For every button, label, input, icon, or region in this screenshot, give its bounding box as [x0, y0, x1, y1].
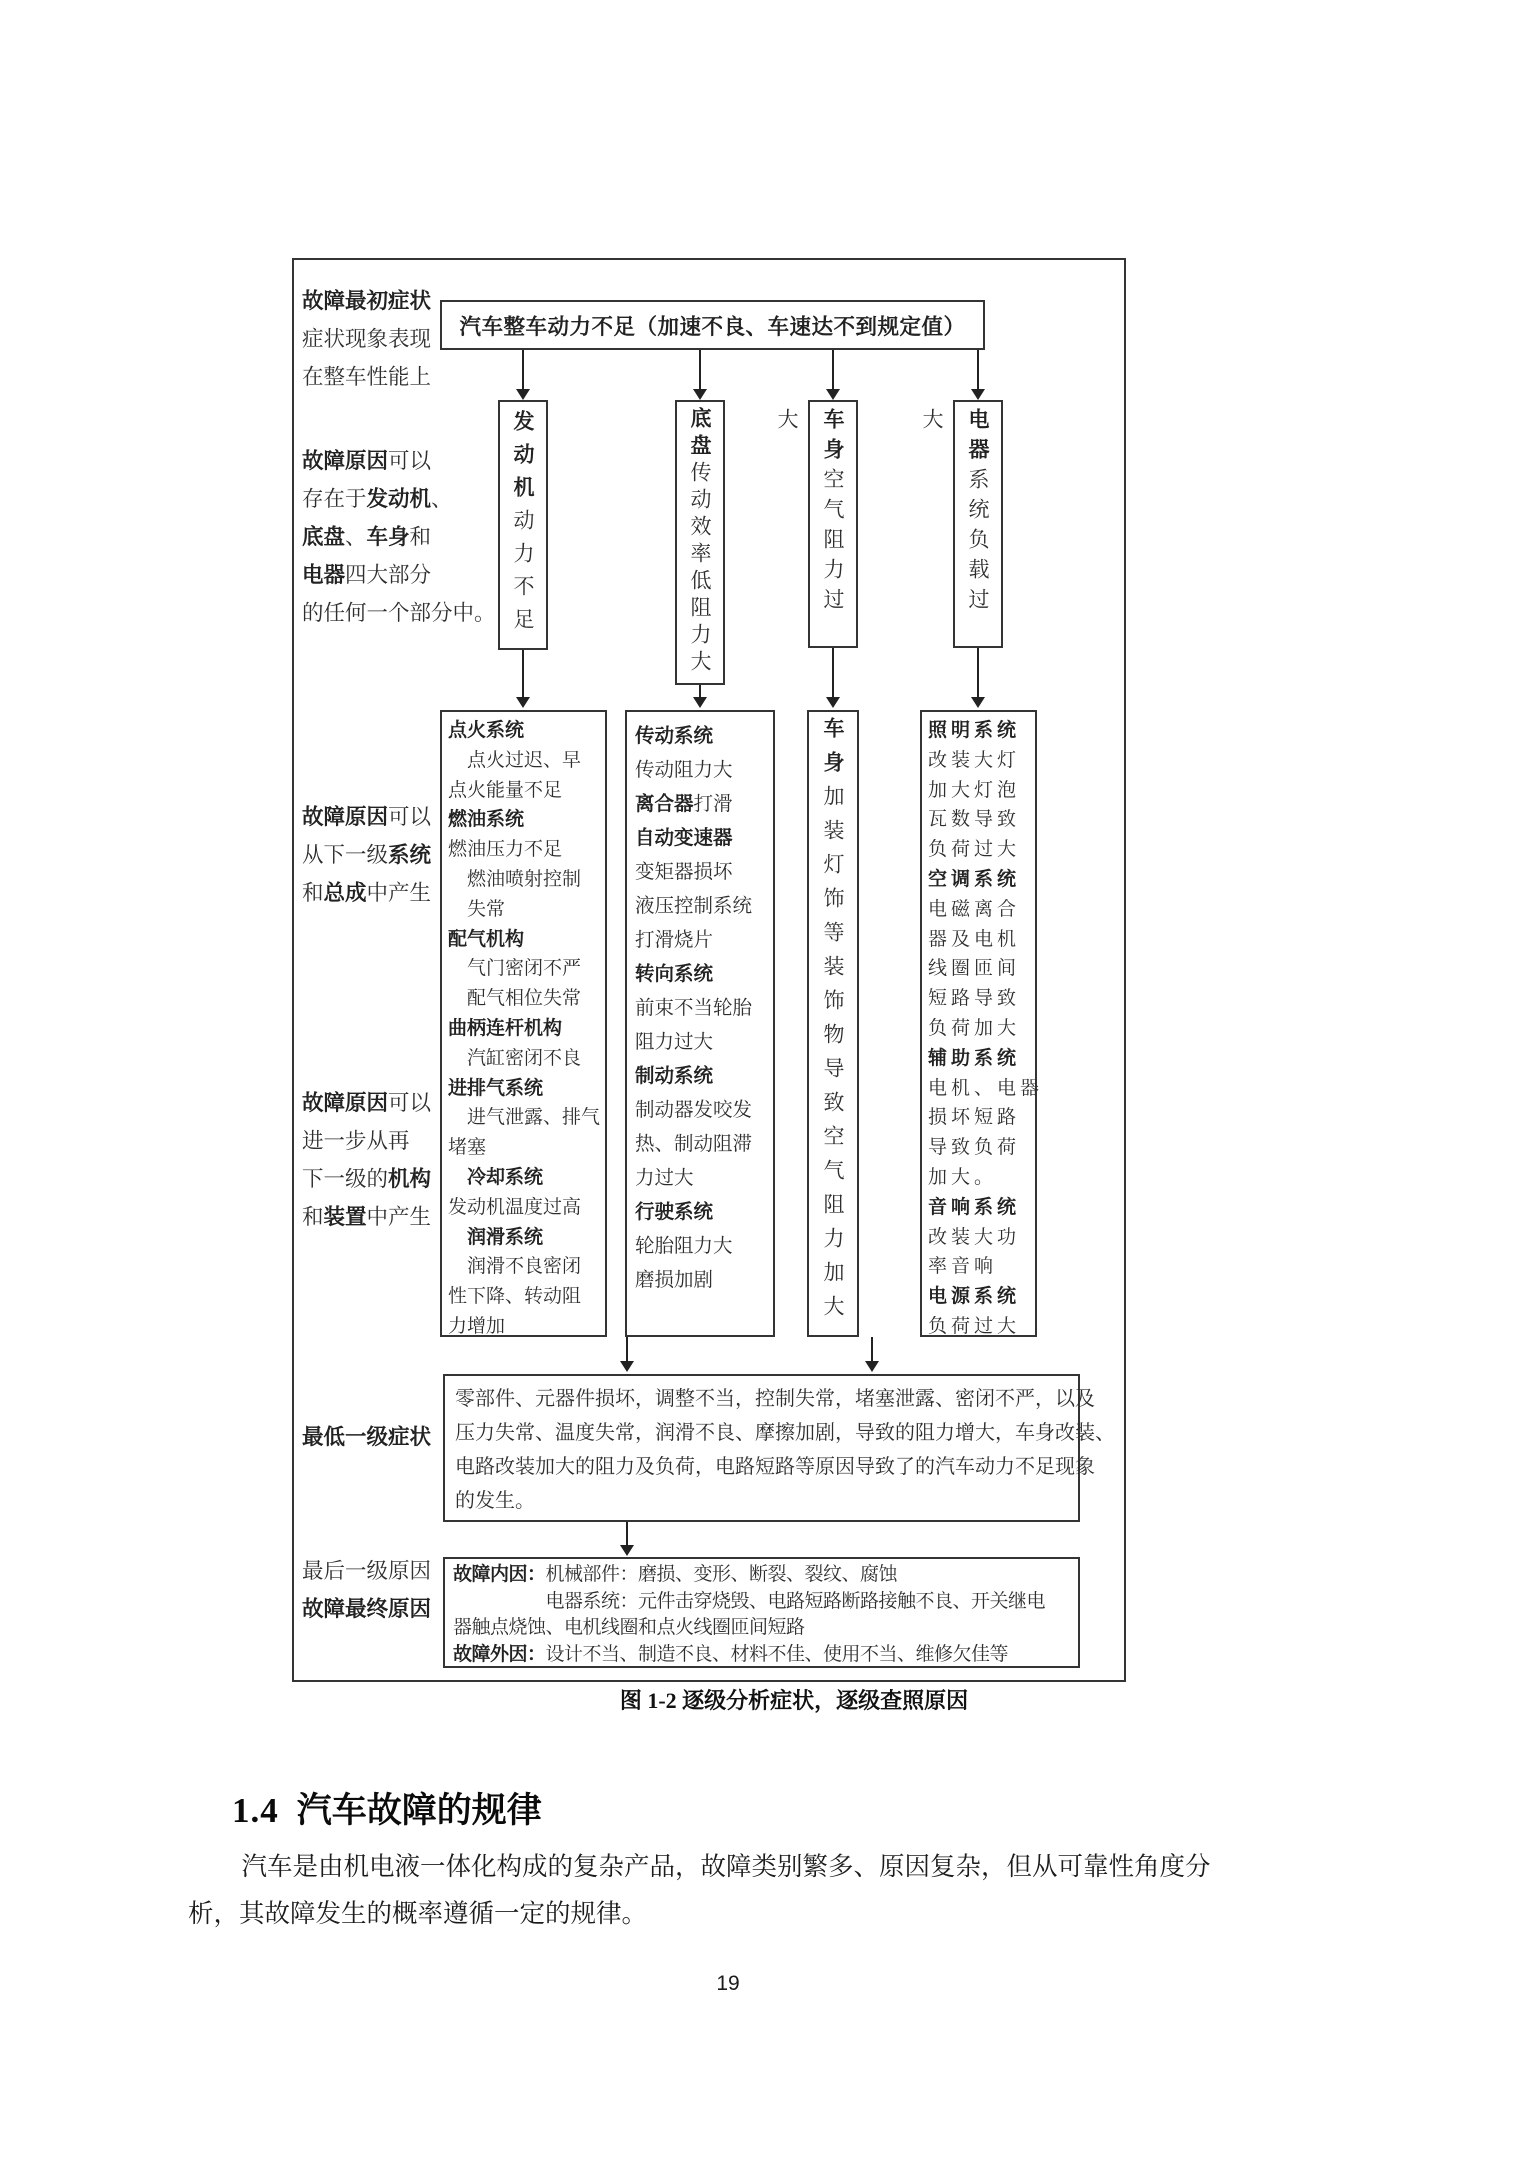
- text-line: [448, 1223, 605, 1253]
- figure-caption: 图 1-2 逐级分析症状，逐级查照原因: [619, 1688, 969, 1713]
- text-line: [188, 1843, 1368, 1890]
- text-line: [448, 1193, 605, 1223]
- text-segment: 最后一级原因: [302, 1559, 432, 1583]
- text-line: [448, 1133, 605, 1163]
- text-segment: 磨损加剧: [635, 1270, 714, 1291]
- text-segment: 曲柄连杆机构: [448, 1017, 563, 1039]
- label-cause-subsystem: [302, 798, 431, 912]
- text-segment: 析，其故障发生的概率遵循一定的规律。: [188, 1899, 648, 1928]
- arrow-down: [699, 685, 701, 697]
- text-segment: 转向系统: [635, 964, 714, 985]
- text-line: [448, 1044, 605, 1074]
- text-segment: 润滑系统: [448, 1226, 544, 1248]
- text-line: [448, 1312, 605, 1342]
- arrow-down: [832, 648, 834, 697]
- text-segment: 冷却系统: [448, 1166, 544, 1188]
- text-line: [635, 856, 773, 890]
- text-segment: 机械部件：磨损、变形、断裂、裂纹、腐蚀: [545, 1564, 898, 1585]
- arrow-down: [626, 1337, 628, 1361]
- text-line: [302, 442, 496, 480]
- text-segment: 改装大灯: [928, 749, 1021, 771]
- text-segment: 传动系统: [635, 726, 714, 747]
- text-segment: 故障内因：: [453, 1564, 546, 1585]
- text-segment: 总成: [323, 881, 367, 905]
- text-line: [928, 1014, 1035, 1044]
- text-segment: 车身: [366, 525, 410, 549]
- text-line: [302, 1590, 431, 1628]
- text-segment: 、: [431, 487, 453, 511]
- text-line: [302, 480, 496, 518]
- text-line: [448, 1074, 605, 1104]
- text-segment: 力过大: [635, 1168, 694, 1189]
- level1-box-body: [775, 400, 858, 648]
- text-segment: 装置: [323, 1205, 367, 1229]
- text-segment: 进气泄露、排气: [448, 1107, 601, 1129]
- text-line: [302, 1160, 431, 1198]
- text-segment: 底盘: [688, 407, 712, 461]
- text-segment: 中产生: [366, 881, 432, 905]
- text-line: [302, 836, 431, 874]
- text-line: [635, 890, 773, 924]
- arrow-down: [522, 350, 524, 389]
- text-segment: 器触点烧蚀、电机线圈和点火线圈匝间短路: [453, 1617, 805, 1638]
- text-line: [928, 716, 1035, 746]
- final-cause-box: [443, 1557, 1080, 1668]
- text-line: [635, 822, 773, 856]
- text-segment: 和: [409, 525, 432, 549]
- body-paragraph: [188, 1843, 1368, 1937]
- text-line: [455, 1416, 1115, 1450]
- text-segment: 改装大功: [928, 1226, 1021, 1248]
- text-line: [635, 1026, 773, 1060]
- arrow-down: [977, 350, 979, 389]
- text-segment: 设计不当、制造不良、材料不佳、使用不当、维修欠佳等: [545, 1643, 1009, 1665]
- arrow-down: [832, 350, 834, 389]
- text-line: [928, 895, 1035, 925]
- text-line: [448, 895, 605, 925]
- text-segment: 底盘: [302, 525, 346, 549]
- text-segment: 车身: [821, 717, 845, 785]
- text-segment: 轮胎阻力大: [635, 1236, 733, 1257]
- text-segment: 阻力过大: [635, 1032, 714, 1053]
- text-line: [448, 984, 605, 1014]
- text-segment: 短路导致: [928, 988, 1021, 1010]
- text-segment: 点火系统: [448, 720, 525, 741]
- level1-box-chassis: [675, 400, 725, 685]
- text-segment: 加大。: [928, 1166, 998, 1188]
- text-line: [448, 1252, 605, 1282]
- text-line: [635, 1162, 773, 1196]
- text-segment: 制动器发咬发: [635, 1100, 753, 1121]
- text-line: [635, 1094, 773, 1128]
- text-segment: 空气阻力过大: [775, 408, 845, 618]
- text-line: [302, 556, 496, 594]
- text-segment: 故障原因: [302, 805, 389, 829]
- text-line: [928, 1252, 1035, 1282]
- text-segment: 负荷过大: [928, 839, 1021, 861]
- text-segment: 可以: [388, 805, 432, 829]
- text-segment: 制动系统: [635, 1066, 714, 1087]
- text-segment: 打滑: [693, 794, 733, 815]
- level2-box-engine-systems: [440, 710, 607, 1337]
- text-segment: 加装灯饰等装饰物导致空气阻力加大: [821, 785, 845, 1329]
- text-segment: 辅助系统: [928, 1047, 1021, 1069]
- level1-box-electrical: [920, 400, 1003, 648]
- text-segment: 从下一级: [302, 843, 389, 867]
- text-segment: 可以: [388, 1091, 432, 1115]
- text-line: [302, 874, 431, 912]
- label-lowest-symptom: [302, 1418, 431, 1456]
- label-initial-symptom: [302, 282, 431, 396]
- text-line: [928, 1193, 1035, 1223]
- text-segment: 可以: [388, 449, 432, 473]
- text-line: [455, 1484, 1070, 1518]
- text-line: [453, 1589, 1072, 1616]
- text-segment: 汽车是由机电液一体化构成的复杂产品，故障类别繁多、原因复杂，但从可靠性角度分: [241, 1852, 1211, 1881]
- text-segment: 点火能量不足: [448, 779, 563, 801]
- text-segment: 在整车性能上: [302, 365, 432, 389]
- text-segment: 燃油喷射控制: [448, 868, 582, 890]
- text-line: [635, 1264, 773, 1298]
- text-segment: 加大灯泡: [928, 779, 1021, 801]
- text-line: [302, 1084, 431, 1122]
- text-segment: 故障外因：: [453, 1643, 546, 1665]
- text-segment: 故障最终原因: [302, 1597, 432, 1621]
- text-segment: 瓦数导致: [928, 809, 1021, 831]
- text-line: [928, 954, 1035, 984]
- arrow-down: [522, 650, 524, 697]
- text-line: [928, 1133, 1035, 1163]
- text-line: [448, 925, 605, 955]
- arrow-down: [699, 350, 701, 389]
- text-segment: 率音响: [928, 1256, 998, 1278]
- text-segment: 症状现象表现: [302, 327, 432, 351]
- text-segment: 的发生。: [455, 1490, 535, 1512]
- text-line: [453, 1562, 1072, 1589]
- text-line: [302, 1198, 431, 1236]
- text-line: [448, 746, 605, 776]
- text-line: [928, 925, 1035, 955]
- text-line: [455, 1382, 1095, 1416]
- text-segment: 燃油系统: [448, 809, 525, 831]
- text-segment: 导致负荷: [928, 1137, 1021, 1159]
- text-segment: 中产生: [366, 1205, 432, 1229]
- text-line: [455, 1450, 1095, 1484]
- text-line: [448, 1282, 605, 1312]
- top-symptom-text: 汽车整车动力不足（加速不良、车速达不到规定值）: [459, 314, 966, 339]
- text-segment: 热、制动阻滞: [635, 1134, 753, 1155]
- text-line: [635, 1128, 773, 1162]
- text-line: [302, 320, 431, 358]
- text-segment: 电器: [966, 408, 990, 468]
- label-cause-four-parts: [302, 442, 496, 632]
- text-segment: 故障原因: [302, 449, 389, 473]
- text-segment: 自动变速器: [635, 828, 733, 849]
- text-segment: 损坏短路: [928, 1107, 1021, 1129]
- text-segment: 系统: [388, 843, 432, 867]
- text-segment: 堵塞: [448, 1137, 487, 1159]
- level2-box-body-detail: [807, 710, 859, 1337]
- text-line: [928, 746, 1035, 776]
- label-cause-mechanism: [302, 1084, 431, 1236]
- text-segment: 动力不足: [511, 509, 535, 641]
- text-line: [635, 1060, 773, 1094]
- text-segment: 电路改装加大的阻力及负荷，电路短路等原因导致了的汽车动力不足现象: [455, 1456, 1095, 1478]
- text-segment: 燃油压力不足: [448, 839, 563, 861]
- text-segment: 性下降、转动阻: [448, 1286, 582, 1308]
- text-segment: 配气机构: [448, 928, 525, 950]
- text-line: [302, 358, 431, 396]
- text-segment: 最低一级症状: [302, 1425, 432, 1449]
- text-line: [635, 1230, 773, 1264]
- text-line: [928, 1103, 1035, 1133]
- section-heading: [232, 1783, 542, 1833]
- text-line: [635, 788, 773, 822]
- text-segment: 下一级的: [302, 1167, 389, 1191]
- lowest-symptom-box: [443, 1374, 1115, 1522]
- level2-box-electrical-systems: [920, 710, 1044, 1337]
- text-segment: 变矩器损坏: [635, 862, 733, 883]
- text-segment: 离合器: [635, 794, 694, 815]
- text-segment: 和: [302, 881, 324, 905]
- page-number: 19: [716, 1972, 740, 1995]
- text-segment: 空调系统: [928, 868, 1021, 890]
- text-line: [448, 1103, 605, 1133]
- text-segment: 负荷过大: [928, 1315, 1021, 1337]
- text-segment: 故障最初症状: [302, 289, 432, 313]
- text-segment: 压力失常、温度失常，润滑不良、摩擦加剧，导致的阻力增大，车身改装、: [455, 1422, 1115, 1444]
- text-segment: 发动机: [366, 487, 432, 511]
- text-line: [448, 1014, 605, 1044]
- text-segment: 照明系统: [928, 720, 1021, 741]
- text-segment: 气门密闭不严: [448, 958, 582, 980]
- text-segment: 电器系统：元件击穿烧毁、电路短路断路接触不良、开关继电: [453, 1590, 1046, 1612]
- text-segment: 车身: [821, 408, 845, 468]
- text-line: [928, 1074, 1044, 1104]
- text-segment: 发动机温度过高: [448, 1196, 582, 1218]
- text-segment: 音响系统: [928, 1196, 1021, 1218]
- text-segment: 器及电机: [928, 928, 1021, 950]
- text-line: [928, 1282, 1035, 1312]
- text-segment: 电机、电器: [928, 1077, 1044, 1099]
- label-final-cause: [302, 1552, 431, 1628]
- text-line: [928, 776, 1035, 806]
- text-line: [928, 1312, 1035, 1342]
- text-segment: 发动机: [511, 410, 535, 509]
- text-segment: 机构: [388, 1167, 432, 1191]
- text-line: [448, 835, 605, 865]
- text-line: [635, 754, 773, 788]
- text-segment: 力增加: [448, 1315, 506, 1337]
- text-line: [448, 805, 605, 835]
- text-line: [302, 1552, 431, 1590]
- text-line: [635, 720, 773, 754]
- text-line: [448, 1163, 605, 1193]
- text-segment: 电器: [302, 563, 346, 587]
- text-line: [302, 282, 431, 320]
- text-line: [928, 1044, 1035, 1074]
- text-segment: 、: [345, 525, 367, 549]
- text-line: [928, 1223, 1035, 1253]
- text-line: [928, 805, 1035, 835]
- text-segment: 润滑不良密闭: [448, 1256, 582, 1278]
- text-line: [635, 1196, 773, 1230]
- text-segment: 电源系统: [928, 1286, 1021, 1308]
- text-line: [302, 798, 431, 836]
- text-line: [928, 835, 1035, 865]
- text-line: [302, 594, 496, 632]
- text-line: [928, 865, 1035, 895]
- text-line: [188, 1890, 1368, 1937]
- text-line: [453, 1615, 1072, 1642]
- text-segment: 线圈匝间: [928, 958, 1021, 980]
- level2-box-chassis-systems: [625, 710, 775, 1337]
- text-line: [448, 716, 605, 746]
- text-line: [448, 776, 605, 806]
- text-segment: 负荷加大: [928, 1017, 1021, 1039]
- text-segment: 配气相位失常: [448, 988, 582, 1010]
- text-segment: 汽缸密闭不良: [448, 1047, 582, 1069]
- text-segment: 传动阻力大: [635, 760, 733, 781]
- text-line: [302, 1122, 431, 1160]
- arrow-down: [871, 1337, 873, 1361]
- text-segment: 存在于: [302, 487, 367, 511]
- top-symptom-box: [440, 300, 985, 350]
- text-segment: 系统负载过大: [920, 408, 990, 618]
- text-segment: 点火过迟、早: [448, 749, 582, 771]
- text-segment: 四大部分: [345, 563, 432, 587]
- text-line: [635, 958, 773, 992]
- text-line: [928, 984, 1035, 1014]
- text-segment: 行驶系统: [635, 1202, 714, 1223]
- level1-box-engine: [498, 400, 548, 650]
- text-line: [453, 1642, 1072, 1669]
- text-line: [448, 865, 605, 895]
- section-title: 汽车故障的规律: [296, 1791, 542, 1830]
- text-segment: 故障原因: [302, 1091, 389, 1115]
- text-segment: 打滑烧片: [635, 930, 714, 951]
- text-segment: 进排气系统: [448, 1077, 544, 1099]
- text-line: [302, 518, 496, 556]
- text-segment: 液压控制系统: [635, 896, 753, 917]
- text-segment: 传动效率低阻力大: [688, 461, 712, 677]
- text-line: [302, 1418, 431, 1456]
- arrow-down: [977, 648, 979, 697]
- text-line: [635, 992, 773, 1026]
- text-segment: 的任何一个部分中。: [302, 601, 496, 625]
- text-segment: 电磁离合: [928, 898, 1021, 920]
- section-number: 1.4: [232, 1791, 279, 1830]
- text-segment: 进一步从再: [302, 1129, 410, 1153]
- arrow-down: [626, 1522, 628, 1545]
- text-segment: 零部件、元器件损坏，调整不当，控制失常，堵塞泄露、密闭不严，以及: [455, 1388, 1095, 1410]
- text-segment: 前束不当轮胎: [635, 998, 753, 1019]
- text-line: [448, 954, 605, 984]
- text-line: [928, 1163, 1035, 1193]
- text-line: [635, 924, 773, 958]
- text-segment: 和: [302, 1205, 324, 1229]
- text-segment: 失常: [448, 898, 506, 920]
